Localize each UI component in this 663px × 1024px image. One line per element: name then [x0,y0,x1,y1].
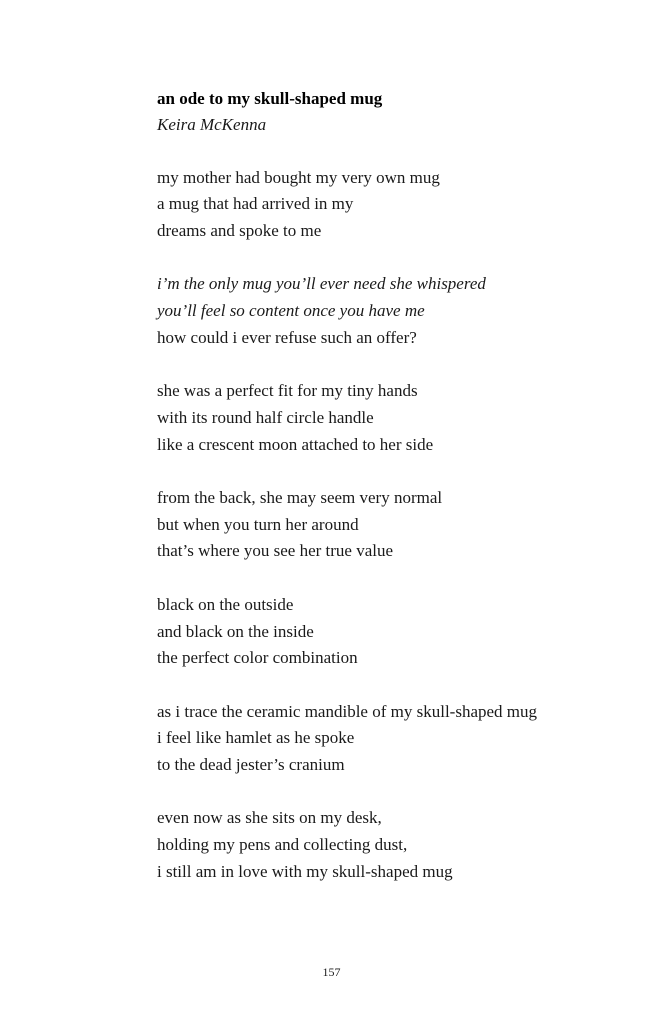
poem-line: to the dead jester’s cranium [157,755,345,775]
poem-line: i feel like hamlet as he spoke [157,728,355,748]
poem-body [157,165,627,886]
poem-line: black on the outside [157,594,294,614]
poem-line: you’ll feel so content once you have me [157,301,425,321]
poem [157,86,627,886]
poem-line: and black on the inside [157,621,314,641]
poem-line: like a crescent moon attached to her side [157,434,434,454]
stanza-gap [157,565,627,592]
poem-author: Keira McKenna [157,115,267,134]
poem-line: a mug that had arrived in my [157,194,354,214]
poem-line: even now as she sits on my desk, [157,808,382,828]
poem-line: as i trace the ceramic mandible of my skull-shaped mug [157,701,538,721]
poem-line: my mother had bought my very own mug [157,167,440,187]
poem-line: the perfect color combination [157,648,358,668]
page-number: 157 [322,965,341,979]
poem-line: from the back, she may seem very normal [157,488,443,508]
stanza [157,485,627,565]
poem-line: i’m the only mug you’ll ever need she whispered [157,274,486,294]
stanza [157,805,627,885]
poem-line: holding my pens and collecting dust, [157,835,408,855]
poem-line: she was a perfect fit for my tiny hands [157,381,418,401]
stanza-gap [157,352,627,379]
poem-line: i still am in love with my skull-shaped mug [157,861,453,881]
stanza [157,165,627,245]
stanza-gap [157,779,627,806]
poem-line: with its round half circle handle [157,407,374,427]
stanza-gap [157,458,627,485]
poem-title: an ode to my skull-shaped mug [157,89,383,108]
stanza-gap [157,672,627,699]
poem-line: but when you turn her around [157,514,359,534]
stanza [157,271,627,351]
stanza [157,378,627,458]
poem-line: dreams and spoke to me [157,221,322,241]
stanza [157,592,627,672]
stanza-gap [157,138,627,165]
poem-line: that’s where you see her true value [157,541,394,561]
poem-line: how could i ever refuse such an offer? [157,327,417,347]
stanza-gap [157,245,627,272]
stanza [157,699,627,779]
